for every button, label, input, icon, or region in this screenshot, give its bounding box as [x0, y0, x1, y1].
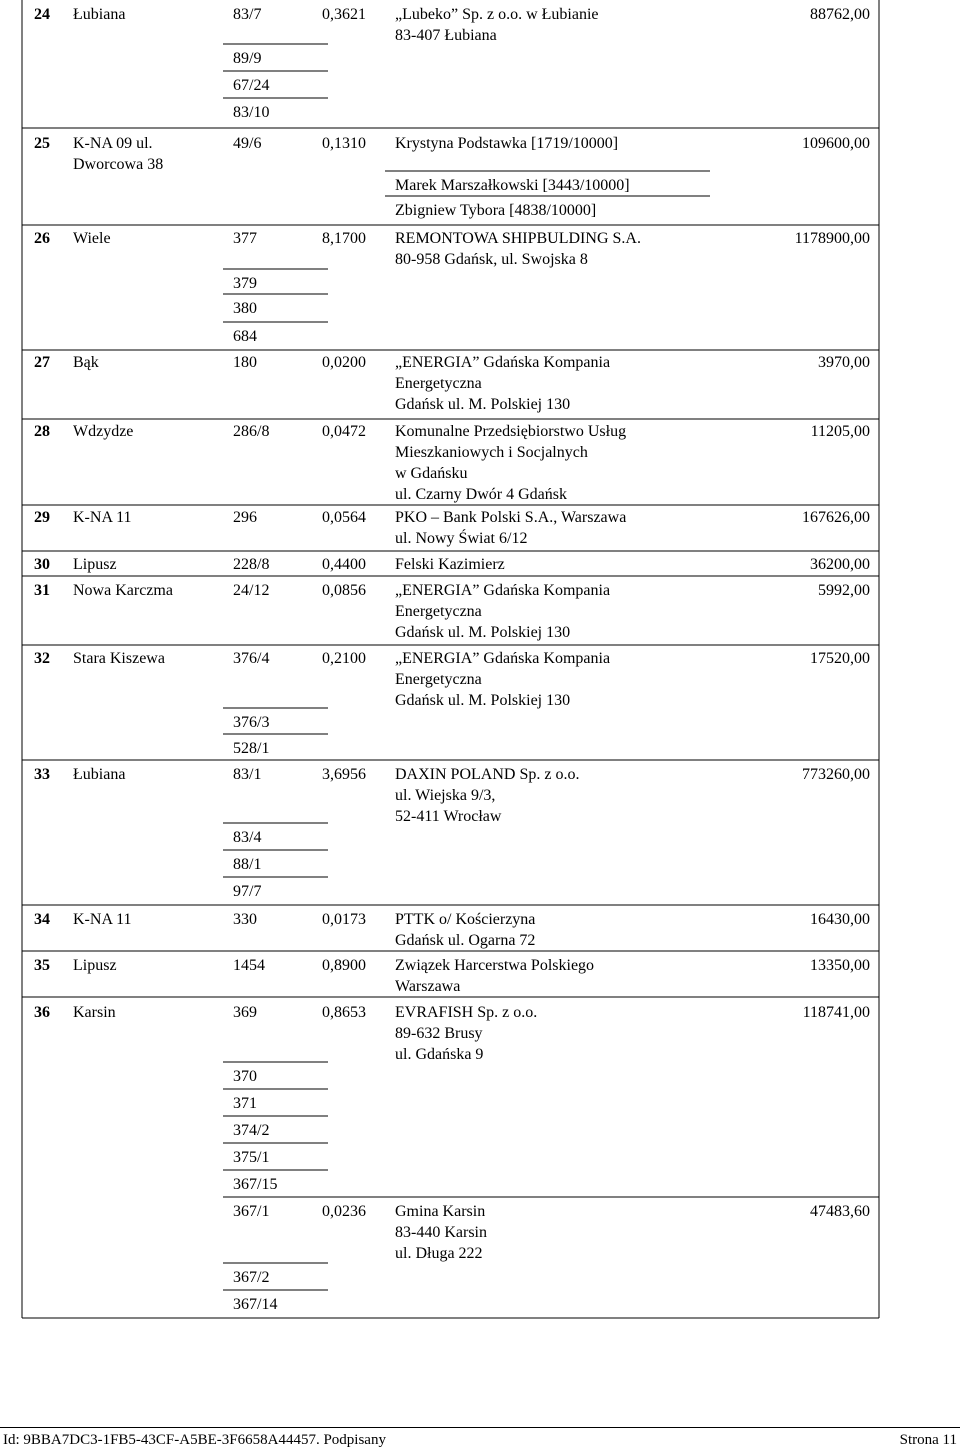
location-cell: Bąk: [73, 354, 99, 371]
location-cell: K-NA 09 ul.: [73, 135, 153, 152]
row-number: 27: [34, 354, 50, 371]
location-cell: Lipusz: [73, 957, 117, 974]
owner-line: „ENERGIA” Gdańska Kompania: [395, 354, 611, 371]
row-number: 35: [34, 957, 50, 974]
value-cell: 17520,00: [810, 650, 870, 667]
row-number: 29: [34, 509, 50, 526]
row-number: 32: [34, 650, 50, 667]
value-cell: 88762,00: [810, 6, 870, 23]
value-cell: 109600,00: [802, 135, 870, 152]
footer-rule: [0, 1427, 960, 1428]
owner-line: Gmina Karsin: [395, 1203, 486, 1220]
owner-line: Zbigniew Tybora [4838/10000]: [395, 202, 597, 219]
row-number: 34: [34, 911, 50, 928]
owner-line: Energetyczna: [395, 671, 482, 688]
owner-line: Gdańsk ul. M. Polskiej 130: [395, 624, 571, 641]
area-cell: 0,2100: [322, 650, 366, 667]
owner-line: ul. Czarny Dwór 4 Gdańsk: [395, 486, 567, 503]
area-cell: 0,4400: [322, 556, 366, 573]
area-cell: 0,0856: [322, 582, 366, 599]
row-number: 25: [34, 135, 50, 152]
parcel-number: 367/14: [233, 1296, 278, 1313]
owner-line: „ENERGIA” Gdańska Kompania: [395, 650, 611, 667]
area-cell: 0,1310: [322, 135, 366, 152]
parcel-number: 296: [233, 509, 257, 526]
parcel-number: 367/1: [233, 1203, 270, 1220]
owner-line: Komunalne Przedsiębiorstwo Usług: [395, 423, 627, 440]
parcel-number: 228/8: [233, 556, 270, 573]
owner-line: ul. Wiejska 9/3,: [395, 787, 496, 804]
row-number: 26: [34, 230, 50, 247]
value-cell: 16430,00: [810, 911, 870, 928]
location-cell: Dworcowa 38: [73, 156, 164, 173]
parcel-number: 286/8: [233, 423, 270, 440]
value-cell: 13350,00: [810, 957, 870, 974]
area-cell: 0,8900: [322, 957, 366, 974]
parcel-number: 684: [233, 328, 257, 345]
owner-line: Krystyna Podstawka [1719/10000]: [395, 135, 619, 152]
owner-line: 52-411 Wrocław: [395, 808, 502, 825]
owner-line: PKO – Bank Polski S.A., Warszawa: [395, 509, 627, 526]
owner-line: Związek Harcerstwa Polskiego: [395, 957, 595, 974]
value-cell: 11205,00: [810, 423, 870, 440]
parcel-number: 83/7: [233, 6, 262, 23]
location-cell: Łubiana: [73, 6, 126, 23]
owner-line: ul. Długa 222: [395, 1245, 483, 1262]
row-number: 36: [34, 1004, 50, 1021]
parcel-number: 83/1: [233, 766, 262, 783]
area-cell: 0,0200: [322, 354, 366, 371]
location-cell: Wiele: [73, 230, 111, 247]
parcel-number: 367/2: [233, 1269, 270, 1286]
location-cell: Stara Kiszewa: [73, 650, 165, 667]
parcel-number: 330: [233, 911, 257, 928]
area-cell: 0,3621: [322, 6, 366, 23]
area-cell: 8,1700: [322, 230, 366, 247]
row-number: 31: [34, 582, 50, 599]
page-number: Strona 11: [899, 1432, 957, 1448]
owner-line: 83-407 Łubiana: [395, 27, 497, 44]
area-cell: 0,0472: [322, 423, 366, 440]
owner-line: DAXIN POLAND Sp. z o.o.: [395, 766, 580, 783]
value-cell: 1178900,00: [794, 230, 870, 247]
parcel-number: 375/1: [233, 1149, 270, 1166]
owner-line: Gdańsk ul. M. Polskiej 130: [395, 692, 571, 709]
row-number: 24: [34, 6, 50, 23]
area-cell: 0,0236: [322, 1203, 366, 1220]
parcel-number: 376/4: [233, 650, 270, 667]
parcel-number: 528/1: [233, 740, 270, 757]
area-cell: 3,6956: [322, 766, 366, 783]
parcel-number: 49/6: [233, 135, 262, 152]
owner-line: EVRAFISH Sp. z o.o.: [395, 1004, 538, 1021]
parcel-number: 369: [233, 1004, 257, 1021]
row-number: 33: [34, 766, 50, 783]
row-number: 30: [34, 556, 50, 573]
value-cell: 36200,00: [810, 556, 870, 573]
owner-line: REMONTOWA SHIPBULDING S.A.: [395, 230, 641, 247]
parcel-number: 371: [233, 1095, 257, 1112]
location-cell: Karsin: [73, 1004, 116, 1021]
parcel-number: 83/10: [233, 104, 270, 121]
owner-line: Marek Marszałkowski [3443/10000]: [395, 177, 630, 194]
owner-line: ul. Gdańska 9: [395, 1046, 484, 1063]
owner-line: Felski Kazimierz: [395, 556, 505, 573]
parcel-number: 88/1: [233, 856, 262, 873]
value-cell: 118741,00: [802, 1004, 870, 1021]
parcel-number: 370: [233, 1068, 257, 1085]
parcel-number: 367/15: [233, 1176, 278, 1193]
value-cell: 773260,00: [802, 766, 870, 783]
owner-line: Gdańsk ul. Ogarna 72: [395, 932, 536, 949]
document-id-footer: Id: 9BBA7DC3-1FB5-43CF-A5BE-3F6658A44457. Podpisany: [3, 1432, 386, 1448]
value-cell: 167626,00: [802, 509, 870, 526]
parcel-number: 180: [233, 354, 257, 371]
parcel-number: 1454: [233, 957, 265, 974]
owner-line: PTTK o/ Kościerzyna: [395, 911, 536, 928]
parcel-number: 379: [233, 275, 257, 292]
owner-line: Energetyczna: [395, 375, 482, 392]
owner-line: 83-440 Karsin: [395, 1224, 487, 1241]
parcel-number: 97/7: [233, 883, 262, 900]
parcel-number: 380: [233, 300, 257, 317]
value-cell: 5992,00: [818, 582, 870, 599]
owner-line: Gdańsk ul. M. Polskiej 130: [395, 396, 571, 413]
owner-line: Mieszkaniowych i Socjalnych: [395, 444, 588, 461]
area-cell: 0,8653: [322, 1004, 366, 1021]
owner-line: 80-958 Gdańsk, ul. Swojska 8: [395, 251, 588, 268]
location-cell: Łubiana: [73, 766, 126, 783]
parcel-number: 377: [233, 230, 257, 247]
location-cell: Wdzydze: [73, 423, 134, 440]
owner-line: „Lubeko” Sp. z o.o. w Łubianie: [395, 6, 599, 23]
owner-line: 89-632 Brusy: [395, 1025, 483, 1042]
location-cell: Nowa Karczma: [73, 582, 173, 599]
parcel-number: 83/4: [233, 829, 262, 846]
value-cell: 3970,00: [818, 354, 870, 371]
location-cell: Lipusz: [73, 556, 117, 573]
area-cell: 0,0173: [322, 911, 366, 928]
value-cell: 47483,60: [810, 1203, 870, 1220]
parcel-number: 376/3: [233, 714, 270, 731]
location-cell: K-NA 11: [73, 911, 132, 928]
owner-line: Warszawa: [395, 978, 461, 995]
row-number: 28: [34, 423, 50, 440]
parcel-number: 67/24: [233, 77, 270, 94]
owner-line: w Gdańsku: [395, 465, 468, 482]
parcel-number: 24/12: [233, 582, 270, 599]
location-cell: K-NA 11: [73, 509, 132, 526]
parcel-number: 374/2: [233, 1122, 270, 1139]
owner-line: Energetyczna: [395, 603, 482, 620]
owner-line: „ENERGIA” Gdańska Kompania: [395, 582, 611, 599]
owner-line: ul. Nowy Świat 6/12: [395, 530, 528, 547]
parcel-number: 89/9: [233, 50, 262, 67]
area-cell: 0,0564: [322, 509, 366, 526]
